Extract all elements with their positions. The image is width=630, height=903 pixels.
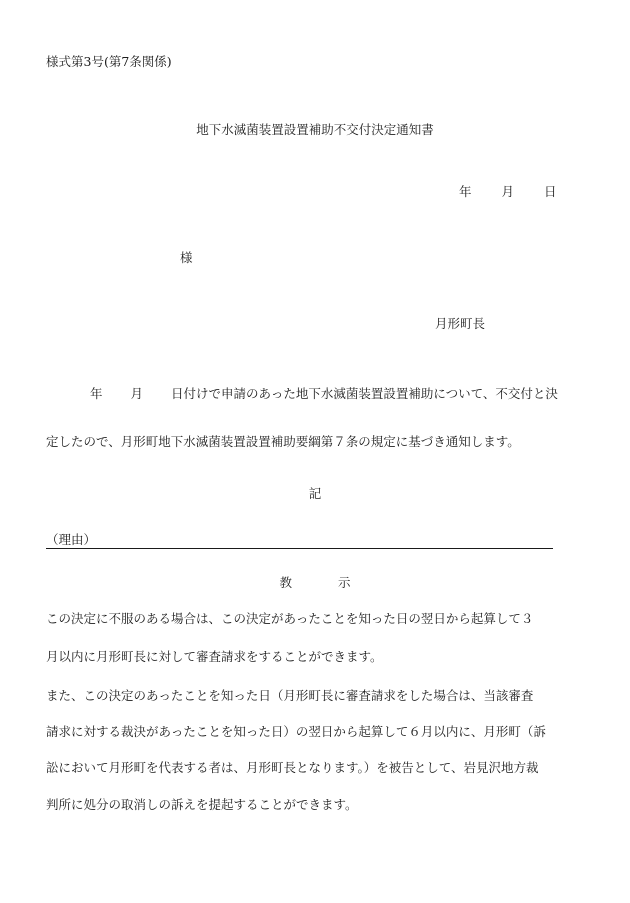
reason-label: （理由） — [46, 532, 97, 547]
date-day: 日 — [544, 184, 557, 199]
body-year: 年 — [90, 386, 103, 401]
form-number: 様式第3号(第7条関係) — [46, 54, 172, 69]
reason-section — [46, 534, 553, 549]
instruction-line-5: 訟において月形町を代表する者は、月形町長となります。）を被告として、岩見沢地方裁 — [46, 760, 539, 775]
instruction-line-6: 判所に処分の取消しの訴えを提起することができます。 — [46, 797, 358, 812]
body-text-line-2: 定したので、月形町地下水滅菌装置設置補助要綱第７条の規定に基づき通知します。 — [46, 434, 520, 449]
instruction-heading-a: 教 — [279, 575, 292, 590]
body-month: 月 — [130, 386, 144, 401]
issuer-name: 月形町長 — [435, 316, 486, 331]
instruction-line-4: 請求に対する裁決があったことを知った日）の翌日から起算して６月以内に、月形町（訴 — [46, 724, 546, 739]
date-month: 月 — [501, 184, 515, 199]
body-text-line-1 — [90, 388, 558, 401]
ki-heading: 記 — [308, 486, 322, 501]
document-title: 地下水滅菌装置設置補助不交付決定通知書 — [196, 122, 434, 137]
recipient-suffix: 様 — [180, 250, 193, 265]
body-text-rest: 日付けで申請のあった地下水滅菌装置設置補助について、不交付と決 — [171, 386, 558, 401]
instruction-line-3: また、この決定のあったことを知った日（月形町長に審査請求をした場合は、当該審査 — [46, 688, 534, 703]
date-year: 年 — [459, 184, 472, 199]
date-line — [459, 186, 557, 199]
instruction-line-1: この決定に不服のある場合は、この決定があったことを知った日の翌日から起算して３ — [46, 611, 534, 626]
instruction-line-2: 月以内に月形町長に対して審査請求をすることができます。 — [46, 649, 383, 664]
instruction-heading — [0, 577, 630, 590]
instruction-heading-b: 示 — [338, 575, 351, 590]
